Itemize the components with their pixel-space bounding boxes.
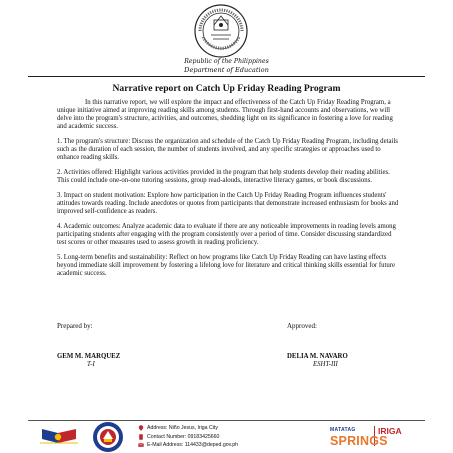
contact-block [138, 424, 238, 450]
preparer-name: GEM M. MARQUEZ [57, 353, 121, 360]
republic-line: Republic of the Philippines [184, 58, 269, 65]
paragraph-long-term: 5. Long-term benefits and sustainability: Reflect on how programs like Catch Up Friday Reading can have lasting effects beyond immediate skill improvement by fostering a lifelong love for literature and critical thinking skills essential for future academic success. [57, 254, 396, 277]
header-divider [28, 76, 425, 77]
address-text: Address: Niño Jesus, Iriga City [147, 425, 218, 431]
brand-matatag: MATATAG [330, 427, 356, 433]
email-row [138, 441, 238, 450]
document-title: Narrative report on Catch Up Friday Reading Program [112, 83, 341, 94]
prepared-by-label: Prepared by: [57, 322, 93, 330]
preparer-position: T-I [87, 361, 95, 368]
bagong-pilipinas-logo [38, 425, 80, 451]
phone-icon [138, 434, 144, 440]
paragraph-activities: 2. Activities offered: Highlight various activities provided in the program that help students develop their reading abilities. This could include one-on-one tutoring sessions, group read-alouds, interactive literacy games, or book discussions. [57, 169, 390, 184]
department-line: Department of Education [184, 66, 269, 74]
email-text: E-Mail Address: 114433@deped.gov.ph [147, 442, 239, 448]
footer-divider [28, 420, 425, 421]
deped-seal-logo [194, 4, 248, 58]
approver-position: ESHT-III [313, 361, 338, 368]
brand-springs: SPRINGS [330, 434, 388, 448]
brand-iriga: IRIGA [378, 426, 402, 436]
address-row [138, 424, 238, 433]
approved-label: Approved: [287, 322, 317, 330]
school-logo [92, 421, 124, 453]
intro-paragraph: In this narrative report, we will explore the impact and effectiveness of the Catch Up Friday Reading Program, a unique initiative aimed at improving reading skills among students. Through first-hand accounts and observations, we will delve into the program's structure, activities, and outcomes, shedding light on its significance in fostering a love for reading and academic success. [57, 99, 393, 130]
phone-row [138, 433, 238, 442]
approver-name: DELIA M. NAVARO [287, 353, 348, 360]
paragraph-academic-outcomes: 4. Academic outcomes: Analyze academic data to evaluate if there are any noticeable improvements in reading levels among participating students after engaging with the program consistently over a period of time. Consider discussing standardized test scores or other measures used to assess growth in reading proficiency. [57, 223, 396, 246]
paragraph-motivation: 3. Impact on student motivation: Explore how participation in the Catch Up Friday Reading Program influences students' attitudes towards reading. Include anecdotes or quotes from participants that demonstrate increased enthusiasm for books and improved self-confidence as readers. [57, 192, 399, 215]
report-body [57, 99, 400, 285]
contact-number-text: Contact Number: 09183425660 [147, 433, 220, 440]
email-icon [138, 442, 144, 448]
paragraph-structure: 1. The program's structure: Discuss the organization and schedule of the Catch Up Friday Reading Program, including details such as the duration of each session, the number of students involved, and any specific strategies or approaches used to enhance reading skills. [57, 138, 398, 161]
location-pin-icon [138, 425, 144, 431]
